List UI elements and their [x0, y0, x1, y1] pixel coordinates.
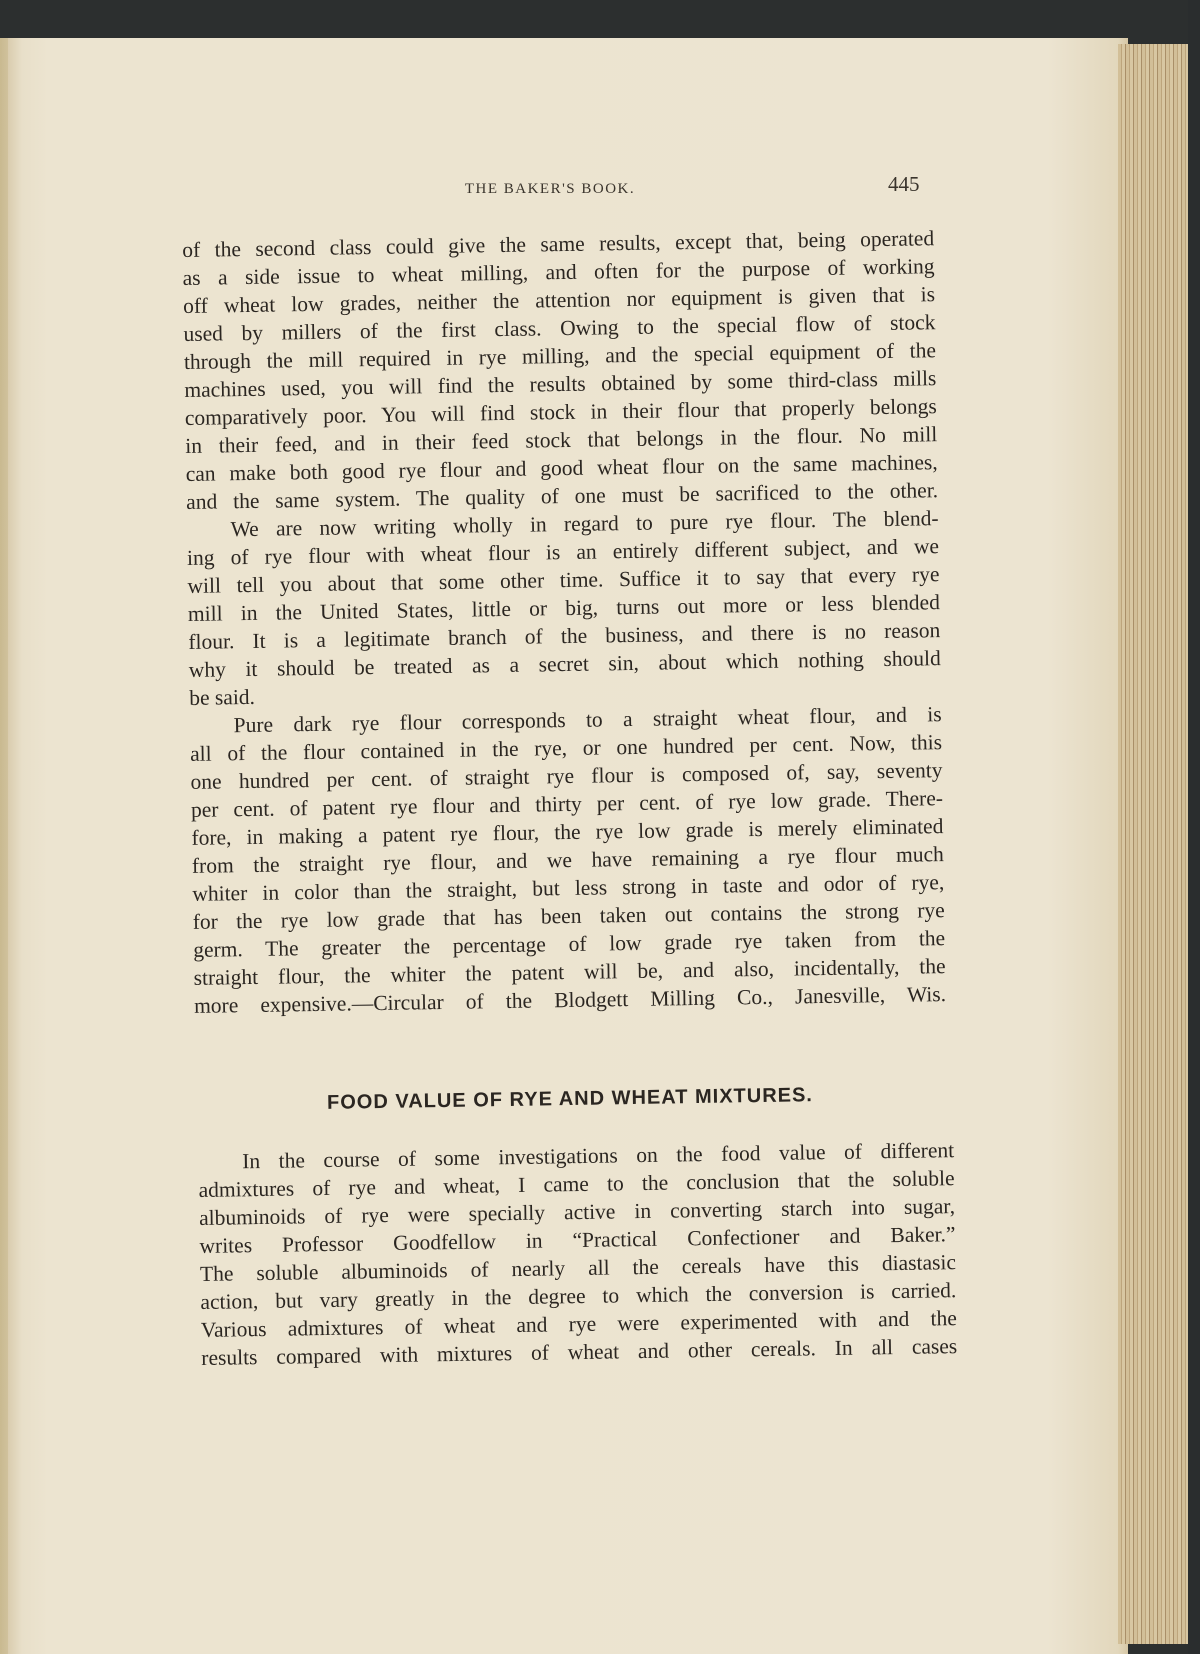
- text-line: results compared with mixtures of wheat and other cereals. In all cases: [201, 1334, 958, 1370]
- text-line: machines used, you will find the results obtained by some third-class mills: [184, 366, 937, 402]
- text-line: admixtures of rye and wheat, I came to the conclusion that the soluble: [198, 1166, 955, 1202]
- text-line: more expensive.—Circular of the Blodgett Milling Co., Janesville, Wis.: [193, 982, 947, 1018]
- text-line: straight flour, the whiter the patent will be, and also, incidentally, the: [193, 954, 946, 990]
- text-line: In the course of some investigations on the food value of different: [242, 1138, 955, 1174]
- text-line: one hundred per cent. of straight rye flour is composed of, say, seventy: [190, 758, 943, 794]
- page-edges: [1118, 44, 1188, 1644]
- text-line: ing of rye flour with wheat flour is an entirely different subject, and we: [186, 534, 940, 570]
- text-line: Pure dark rye flour corresponds to a straight wheat flour, and is: [233, 702, 942, 738]
- text-line: Various admixtures of wheat and rye were experimented with and the: [200, 1306, 957, 1342]
- text-line: action, but vary greatly in the degree to which the conversion is carried.: [200, 1278, 957, 1314]
- book-cover: [1188, 0, 1200, 1654]
- text-line: We are now writing wholly in regard to pure rye flour. The blend-: [230, 506, 939, 542]
- text-line: as a side issue to wheat milling, and often for the purpose of working: [182, 254, 935, 290]
- text-line: writes Professor Goodfellow in “Practical Confectioner and Baker.”: [199, 1222, 956, 1258]
- text-line: comparatively poor. You will find stock in their flour that properly belongs: [184, 394, 937, 430]
- section-body-text-2: [198, 1136, 957, 1372]
- text-line: whiter in color than the straight, but less strong in taste and odor of rye,: [192, 870, 945, 906]
- text-line: from the straight rye flour, and we have remaining a rye flour much: [191, 842, 944, 878]
- section-body-text: [182, 224, 946, 1020]
- text-line: will tell you about that some other time. Suffice it to say that every rye: [187, 562, 940, 598]
- text-line: all of the flour contained in the rye, or one hundred per cent. Now, this: [189, 730, 943, 766]
- text-line: can make both good rye flour and good wheat flour on the same machines,: [185, 450, 938, 486]
- running-title: THE BAKER'S BOOK.: [464, 181, 636, 197]
- text-line: and the same system. The quality of one must be sacrificed to the other.: [185, 478, 939, 514]
- page-number: 445: [888, 172, 920, 196]
- section-heading: FOOD VALUE OF RYE AND WHEAT MIXTURES.: [326, 1084, 814, 1114]
- text-line: why it should be treated as a secret sin, about which nothing should: [188, 646, 941, 682]
- text-line: The soluble albuminoids of nearly all the cereals have this diastasic: [199, 1250, 957, 1286]
- text-line: in their feed, and in their feed stock that belongs in the flour. No mill: [185, 422, 938, 458]
- text-line: used by millers of the first class. Owing to the special flow of stock: [183, 310, 936, 346]
- text-line: mill in the United States, little or big, turns out more or less blended: [187, 590, 941, 626]
- text-line: germ. The greater the percentage of low grade rye taken from the: [193, 926, 946, 962]
- text-line: flour. It is a legitimate branch of the business, and there is no reason: [188, 618, 941, 654]
- text-line: of the second class could give the same results, except that, being operated: [182, 226, 935, 262]
- text-line: be said.: [189, 684, 256, 710]
- text-line: per cent. of patent rye flour and thirty per cent. of rye low grade. There-: [190, 786, 944, 822]
- text-line: for the rye low grade that has been taken out contains the strong rye: [192, 898, 945, 934]
- text-line: albuminoids of rye were specially active in converting starch into sugar,: [198, 1194, 956, 1230]
- text-line: fore, in making a patent rye flour, the rye low grade is merely eliminated: [191, 814, 944, 850]
- text-line: through the mill required in rye milling, and the special equipment of the: [183, 338, 937, 374]
- text-line: off wheat low grades, neither the attention nor equipment is given that is: [182, 282, 936, 318]
